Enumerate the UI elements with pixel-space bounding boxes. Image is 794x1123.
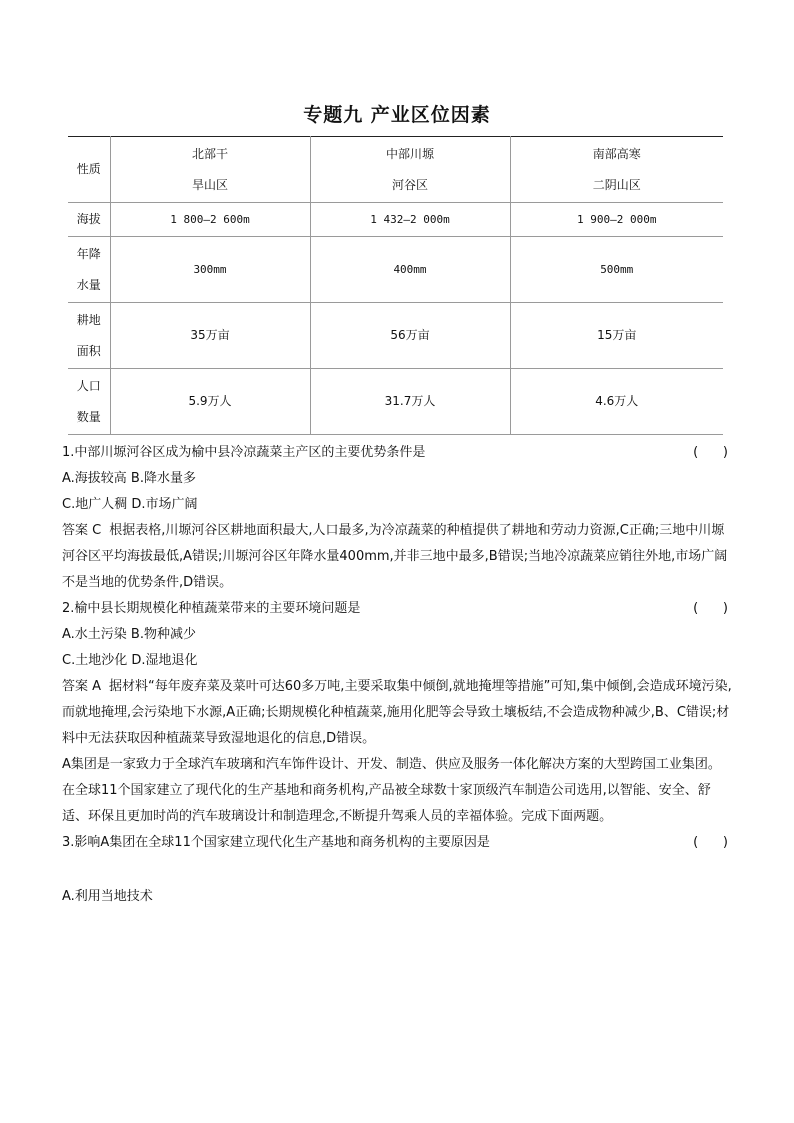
question-1-answer bbox=[62, 518, 732, 596]
table-cell: 15万亩 bbox=[510, 303, 723, 369]
reading-passage: A集团是一家致力于全球汽车玻璃和汽车饰件设计、开发、制造、供应及服务一体化解决方案的大型跨国工业集团。在全球11个国家建立了现代化的生产基地和商务机构,产品被全球数十家顶级汽车制造公司选用,以智能、安全、舒适、环保且更加时尚的汽车玻璃设计和制造理念,不断提升驾乘人员的幸福体验。完成下面两题。 bbox=[62, 757, 721, 824]
table-cell: 300mm bbox=[110, 237, 310, 303]
data-table bbox=[68, 136, 723, 435]
table-cell: 1 800—2 600m bbox=[110, 203, 310, 237]
question-2-options-cd: C.土地沙化 D.湿地退化 bbox=[62, 653, 198, 668]
question-1-stem bbox=[62, 440, 732, 466]
question-2-options-ab: A.水土污染 B.物种减少 bbox=[62, 627, 196, 642]
question-text: 1.中部川塬河谷区成为榆中县冷凉蔬菜主产区的主要优势条件是 bbox=[62, 445, 426, 460]
table-cell: 4.6万人 bbox=[510, 369, 723, 435]
table-cell: 5.9万人 bbox=[110, 369, 310, 435]
question-text: 3.影响A集团在全球11个国家建立现代化生产基地和商务机构的主要原因是 bbox=[62, 835, 490, 850]
answer-blank: ( ) bbox=[693, 835, 728, 850]
question-2-stem bbox=[62, 596, 732, 622]
table-row bbox=[68, 303, 723, 369]
page-title: 专题九 产业区位因素 bbox=[303, 104, 491, 126]
question-2-answer bbox=[62, 674, 732, 752]
column-header-middle: 中部川塬 河谷区 bbox=[310, 137, 510, 203]
row-header-altitude: 海拔 bbox=[68, 203, 110, 237]
question-content bbox=[62, 440, 732, 910]
question-3-option-a: A.利用当地技术 bbox=[62, 889, 153, 904]
table-row bbox=[68, 237, 723, 303]
row-header-nature: 性质 bbox=[68, 137, 110, 203]
answer-label: 答案 A bbox=[62, 679, 102, 694]
answer-label: 答案 C bbox=[62, 523, 102, 538]
question-1-options-cd: C.地广人稠 D.市场广阔 bbox=[62, 497, 198, 512]
column-header-north: 北部干 旱山区 bbox=[110, 137, 310, 203]
row-header-population: 人口 数量 bbox=[68, 369, 110, 435]
answer-explanation: 据材料“每年废弃菜及菜叶可达60多万吨,主要采取集中倾倒,就地掩埋等措施”可知,集中倾倒,会造成环境污染,而就地掩埋,会污染地下水源,A正确;长期规模化种植蔬菜,施用化肥等会导致土壤板结,不会造成物种减少,B、C错误;材料中无法获取因种植蔬菜导致湿地退化的信息,D错误。 bbox=[62, 679, 732, 746]
column-header-south: 南部高寒 二阴山区 bbox=[510, 137, 723, 203]
table-cell: 56万亩 bbox=[310, 303, 510, 369]
table-cell: 1 900—2 000m bbox=[510, 203, 723, 237]
table-row bbox=[68, 137, 723, 203]
table-cell: 400mm bbox=[310, 237, 510, 303]
answer-blank: ( ) bbox=[693, 445, 728, 460]
row-header-rainfall: 年降 水量 bbox=[68, 237, 110, 303]
question-text: 2.榆中县长期规模化种植蔬菜带来的主要环境问题是 bbox=[62, 601, 361, 616]
table-cell: 31.7万人 bbox=[310, 369, 510, 435]
answer-explanation: 根据表格,川塬河谷区耕地面积最大,人口最多,为冷凉蔬菜的种植提供了耕地和劳动力资源,C正确;三地中川塬河谷区平均海拔最低,A错误;川塬河谷区年降水量400mm,并非三地中最多,B错误;当地冷凉蔬菜应销往外地,市场广阔不是当地的优势条件,D错误。 bbox=[62, 523, 728, 590]
question-1-options-ab: A.海拔较高 B.降水量多 bbox=[62, 471, 196, 486]
table-row bbox=[68, 369, 723, 435]
question-3-stem bbox=[62, 830, 732, 856]
row-header-farmland: 耕地 面积 bbox=[68, 303, 110, 369]
table-cell: 1 432—2 000m bbox=[310, 203, 510, 237]
table-cell: 35万亩 bbox=[110, 303, 310, 369]
table-row bbox=[68, 203, 723, 237]
table-cell: 500mm bbox=[510, 237, 723, 303]
answer-blank: ( ) bbox=[693, 601, 728, 616]
